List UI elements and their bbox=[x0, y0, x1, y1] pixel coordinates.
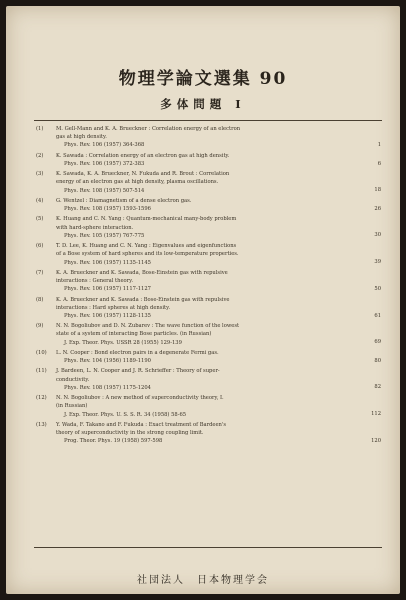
entry-citation-line: energy of an electron gas at high density, plasma oscillations. bbox=[56, 179, 219, 186]
entry-page-number: 61 bbox=[374, 312, 381, 319]
toc-entry bbox=[34, 322, 382, 347]
entry-number: (4) bbox=[36, 197, 44, 204]
toc-entry bbox=[34, 421, 382, 446]
entry-journal-reference: Phys. Rev. 104 (1956) 1189-1190 bbox=[64, 358, 151, 365]
entry-citation-line: K. Huang and C. N. Yang : Quantum-mechanical many-body problem bbox=[56, 216, 237, 223]
entry-citation-line: theory of superconductivity in the strong coupling limit. bbox=[56, 430, 204, 437]
toc-entry bbox=[34, 269, 382, 294]
entry-body bbox=[56, 349, 370, 365]
entry-body bbox=[56, 125, 370, 150]
entry-journal-reference: Phys. Rev. 106 (1957) 372-383 bbox=[64, 160, 145, 167]
page-title: 物理学論文選集 90 bbox=[118, 69, 288, 89]
toc-entry bbox=[34, 215, 382, 240]
entry-number: (5) bbox=[36, 216, 44, 223]
book-page bbox=[6, 6, 400, 594]
entry-page-number: 18 bbox=[374, 187, 381, 194]
toc-entry bbox=[34, 197, 382, 213]
entry-journal-reference: Phys. Rev. 106 (1957) 1128-1135 bbox=[64, 312, 151, 319]
entry-citation-line: conductivity. bbox=[56, 376, 90, 383]
entry-citation-line: with hard-sphere interaction. bbox=[56, 224, 134, 231]
entry-body bbox=[56, 197, 370, 213]
entry-body bbox=[56, 322, 370, 347]
toc-entry bbox=[34, 349, 382, 365]
entry-citation-line: N. N. Bogoliubov and D. N. Zubarev : The wave function of the lowest bbox=[56, 323, 240, 330]
entry-citation-line: gas at high density. bbox=[56, 134, 107, 141]
entry-number: (8) bbox=[36, 296, 44, 303]
entry-citation-line: K. Sawada : Correlation energy of an electron gas at high density. bbox=[56, 152, 230, 159]
entry-citation-line: M. Gell-Mann and K. A. Brueckner : Correlation energy of an electron bbox=[56, 126, 241, 132]
toc-entry bbox=[34, 367, 382, 392]
entry-journal-reference: J. Exp. Theor. Phys. USSR 28 (1955) 129-139 bbox=[64, 339, 182, 346]
entry-page-number: 6 bbox=[377, 160, 381, 167]
entry-page-number: 82 bbox=[374, 384, 381, 391]
entry-number: (1) bbox=[36, 126, 44, 132]
entry-citation-line: G. Wentzel : Diamagnetism of a dense electron gas. bbox=[56, 197, 192, 204]
entry-journal-reference: Phys. Rev. 108 (1957) 1175-1204 bbox=[64, 384, 151, 391]
entry-citation-line: K. A. Brueckner and K. Sawada : Bose-Einstein gas with repulsive bbox=[56, 296, 230, 303]
entry-journal-reference: Phys. Rev. 106 (1957) 1117-1127 bbox=[64, 286, 151, 293]
entry-page-number: 26 bbox=[374, 205, 381, 212]
entry-number: (9) bbox=[36, 323, 44, 330]
entry-page-number: 30 bbox=[374, 232, 381, 239]
toc-entry bbox=[34, 170, 382, 195]
entry-number: (12) bbox=[36, 395, 47, 402]
entry-journal-reference: Phys. Rev. 106 (1957) 364-368 bbox=[64, 142, 145, 149]
entry-body bbox=[56, 394, 370, 419]
entry-citation-line: K. Sawada, K. A. Brueckner, N. Fukuda and R. Brout : Correlation bbox=[56, 171, 230, 178]
entry-number: (7) bbox=[36, 269, 44, 276]
entry-journal-reference: Phys. Rev. 106 (1957) 1135-1145 bbox=[64, 259, 151, 266]
entry-journal-reference: Phys. Rev. 105 (1957) 767-775 bbox=[64, 232, 145, 239]
entry-body bbox=[56, 296, 370, 321]
entry-citation-line: interactions : General theory. bbox=[56, 278, 134, 285]
entry-citation-line: N. N. Bogoliubov : A new method of superconductivity theory, I. bbox=[56, 395, 224, 402]
entry-body bbox=[56, 421, 370, 446]
entry-journal-reference: J. Exp. Theor. Phys. U. S. S. R. 34 (1958) 58-65 bbox=[64, 411, 187, 418]
entry-citation-line: (in Russian) bbox=[56, 403, 88, 410]
entry-body bbox=[56, 215, 370, 240]
entry-page-number: 50 bbox=[374, 285, 381, 292]
entry-body bbox=[56, 367, 370, 392]
entry-body bbox=[56, 242, 370, 267]
entry-citation-line: Y. Wada, F. Takano and F. Fukuda : Exact treatment of Bardeen's bbox=[56, 421, 226, 428]
publisher-name: 社団法人 日本物理学会 bbox=[137, 575, 269, 586]
entry-body bbox=[56, 269, 370, 294]
entry-page-number: 39 bbox=[374, 259, 381, 266]
entry-citation-line: L. N. Cooper : Bond electron pairs in a degenerate Fermi gas. bbox=[56, 349, 219, 356]
toc-entry bbox=[34, 125, 382, 150]
entry-citation-line: of a Bose system of hard spheres and its low-temperature properties. bbox=[56, 251, 239, 258]
entry-citation-line: K. A. Brueckner and K. Sawada, Bose-Einstein gas with repulsive bbox=[56, 269, 228, 276]
entry-citation-line: T. D. Lee, K. Huang and C. N. Yang : Eigenvalues and eigenfunctions bbox=[56, 243, 237, 250]
toc-entry bbox=[34, 152, 382, 168]
entry-page-number: 120 bbox=[371, 437, 381, 444]
entry-page-number: 69 bbox=[374, 339, 381, 346]
entry-journal-reference: Phys. Rev. 108 (1957) 507-514 bbox=[64, 187, 145, 194]
entry-number: (6) bbox=[36, 243, 44, 250]
entry-number: (2) bbox=[36, 152, 44, 159]
toc-entry bbox=[34, 242, 382, 267]
entry-number: (11) bbox=[36, 368, 47, 375]
toc-entries bbox=[34, 125, 382, 448]
entry-citation-line: state of a system of interacting Bose particles. (in Russian) bbox=[56, 331, 212, 338]
entry-number: (3) bbox=[36, 171, 44, 178]
toc-entry bbox=[34, 394, 382, 419]
entry-page-number: 1 bbox=[377, 142, 381, 148]
entry-page-number: 112 bbox=[371, 411, 381, 418]
toc-entry bbox=[34, 296, 382, 321]
entry-journal-reference: Phys. Rev. 108 (1957) 1593-1596 bbox=[64, 206, 151, 213]
entry-citation-line: J. Bardeen, L. N. Cooper and J. R. Schrieffer : Theory of super- bbox=[56, 368, 220, 375]
table-of-contents bbox=[34, 120, 382, 548]
entry-number: (13) bbox=[36, 421, 47, 428]
page-subtitle: 多体問題 I bbox=[160, 97, 246, 111]
entry-body bbox=[56, 152, 370, 168]
entry-body bbox=[56, 170, 370, 195]
entry-number: (10) bbox=[36, 349, 47, 356]
entry-journal-reference: Prog. Theor. Phys. 19 (1958) 597-598 bbox=[64, 438, 163, 445]
entry-page-number: 80 bbox=[374, 357, 381, 364]
entry-citation-line: interactions : Hard spheres at high density. bbox=[56, 304, 171, 311]
